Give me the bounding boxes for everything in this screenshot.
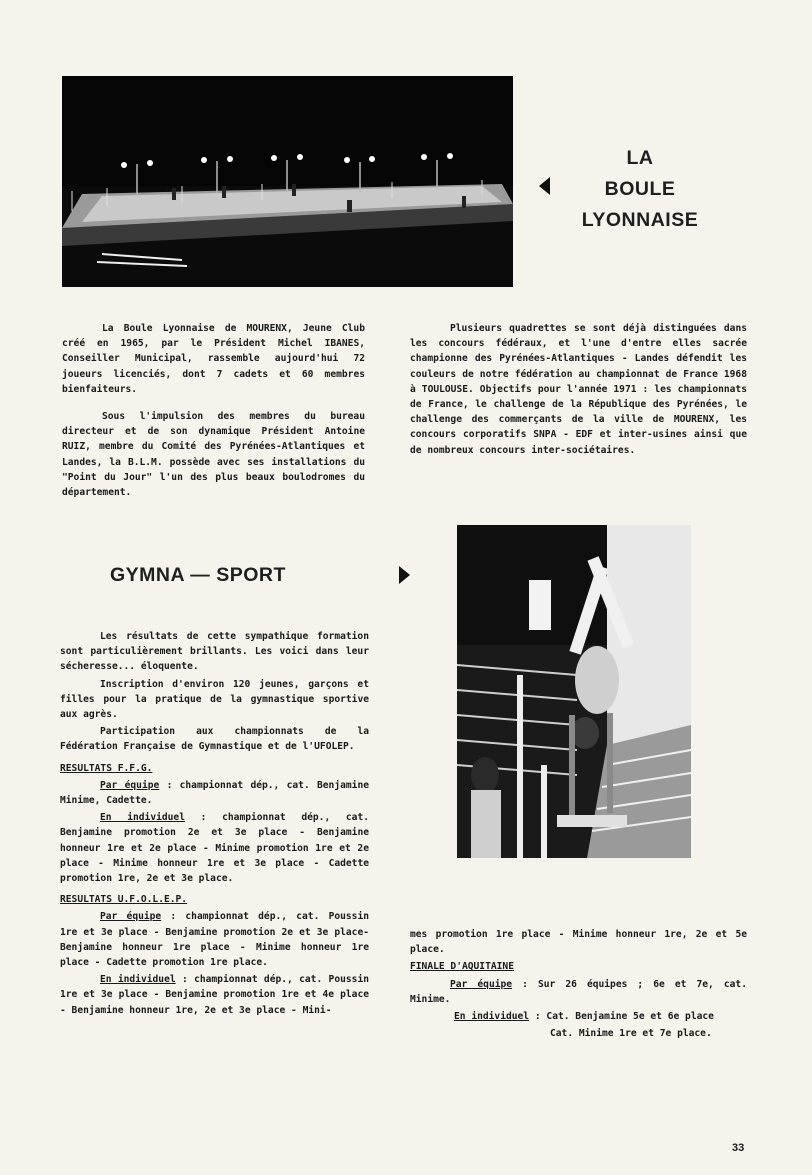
boule-title-line2: BOULE [604,178,676,200]
ffg-individuel [60,810,369,886]
ffg-indiv-label: En individuel [100,812,185,824]
gymnast-illustration [457,525,691,858]
boule-title-line1: LA [626,147,654,169]
gymna-intro-2: Inscription d'environ 120 jeunes, garçons et filles pour la pratique de la gymnastique sportive aux agrès. [60,678,369,721]
arrow-left-icon [539,177,550,195]
boule-paragraph-1: La Boule Lyonnaise de MOURENX, Jeune Club créé en 1965, par le Président Michel IBANES, Conseiller Municipal, rassemble aujourd'hui 72 joueurs licenciés, dont 7 cadets et 60 membres bienfaiteurs. [62,323,365,395]
boulodrome-illustration [62,76,513,287]
boule-right-column [410,321,747,470]
gymna-continuation: mes promotion 1re place - Minime honneur 1re, 2e et 5e place. [410,929,747,956]
gymna-left-column [60,629,369,1030]
ffg-equipe [60,778,369,808]
gymna-intro-3: Participation aux championnats de la Fédération Française de Gymnastique et de l'UFOLEP. [60,726,369,753]
gymnast-handstand-photo [457,525,691,858]
ffg-indiv-text: : championnat dép., cat. Benjamine promotion 2e et 3e place - Benjamine honneur 1re et 2e place - Minime promotion 1re et 2e place - Minime honneur 1re et 3e place - Cadette promotion 1re, 2e et 3e place. [60,812,369,885]
aq-equipe-label: Par équipe [450,978,513,990]
gymna-right-column [410,927,747,1043]
ufolep-heading-text: RESULTATS U.F.O.L.E.P. [60,894,188,906]
page-number: 33 [732,1142,745,1154]
aq-indiv-label: En individuel [454,1011,530,1023]
aquitaine-individuel [410,1009,747,1024]
ffg-heading [60,761,369,776]
gymna-intro-1: Les résultats de cette sympathique formation sont particulièrement brillants. Les voici dans leur sécheresse... éloquente. [60,631,369,673]
ffg-heading-text: RESULTATS F.F.G. [60,762,153,774]
aq-equipe-text: : Sur 26 équipes ; 6e et 7e, cat. Minime. [410,978,747,1005]
ffg-equipe-text: : championnat dép., cat. Benjamine Minime, Cadette. [60,779,369,807]
ffg-equipe-label: Par équipe [100,779,160,791]
aquitaine-heading-text: FINALE D'AQUITAINE [410,961,514,973]
ufolep-equipe-label: Par équipe [100,911,162,923]
gymna-title: GYMNA — SPORT [110,564,286,586]
ufolep-individuel [60,972,369,1018]
aquitaine-individuel-2 [410,1026,747,1041]
boule-left-column [62,321,365,512]
ufolep-indiv-text: : championnat dép., cat. Poussin 1re et 3e place - Benjamine promotion 1re et 4e place - Benjamine honneur 1re, 2e et 3e place - Mini- [60,974,369,1016]
aq-indiv-text-2: Cat. Minime 1re et 7e place. [550,1028,712,1040]
boule-paragraph-3: Plusieurs quadrettes se sont déjà distinguées dans les concours fédéraux, et l'une d'entre elles sacrée championne des Pyrénées-Atlantiques - Landes défendit les couleurs de notre fédération au championnat de France 1968 à TOULOUSE. Objectifs pour l'année 1971 : les championnats de France, le challenge de la République des Pyrénées, le challenge des commerçants de la ville de MOURENX, les concours corporatifs SNPA - EDF et inter-usines ainsi que de nombreux concours inter-sociétaires. [410,323,747,456]
boule-title-line3: LYONNAISE [581,209,699,231]
ufolep-heading [60,892,369,907]
boule-title [570,143,710,236]
ufolep-equipe [60,909,369,970]
aquitaine-equipe [410,977,747,1007]
ufolep-equipe-text: : championnat dép., cat. Poussin 1re et 3e place - Benjamine promotion 2e et 3e place- Benjamine honneur 1re place - Minime honneur 1re place - Cadette promotion 1re place. [60,911,369,969]
aquitaine-heading [410,959,747,974]
aq-indiv-text-1: : Cat. Benjamine 5e et 6e place [529,1011,714,1023]
arrow-right-icon [399,566,410,584]
boule-paragraph-2: Sous l'impulsion des membres du bureau directeur et de son dynamique Président Antoine RUIZ, membre du Comité des Pyrénées-Atlantiques et Landes, la B.L.M. possède avec ses installations du "Point du Jour" l'un des plus beaux boulodromes du département. [62,411,365,499]
ufolep-indiv-label: En individuel [100,974,176,986]
boulodrome-night-photo [62,76,513,287]
